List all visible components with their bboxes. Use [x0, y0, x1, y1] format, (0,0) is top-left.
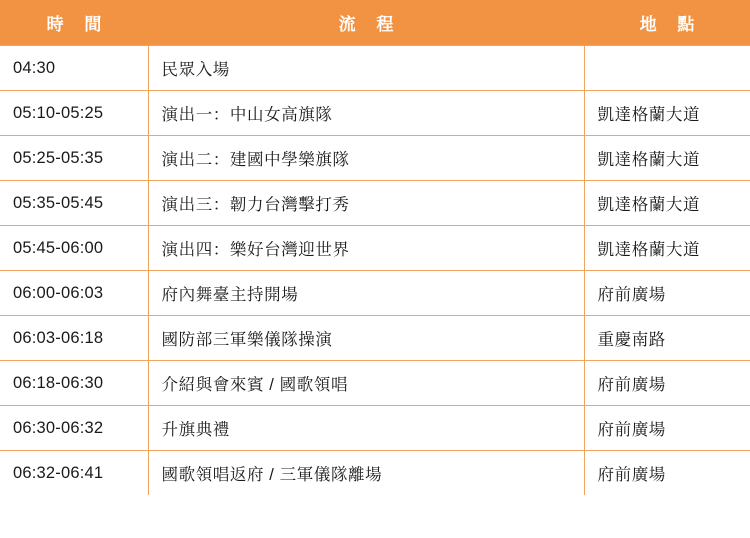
cell-event: 民眾入場: [148, 46, 584, 91]
cell-event: 演出三：韌力台灣擊打秀: [148, 181, 584, 226]
cell-event: 國防部三軍樂儀隊操演: [148, 316, 584, 361]
cell-event: 升旗典禮: [148, 406, 584, 451]
column-header-place: 地 點: [584, 0, 750, 46]
table-body: [0, 46, 750, 496]
cell-place: 府前廣場: [584, 271, 750, 316]
table-row: [0, 91, 750, 136]
cell-place: 重慶南路: [584, 316, 750, 361]
cell-event: 演出一：中山女高旗隊: [148, 91, 584, 136]
cell-time: 05:35-05:45: [0, 181, 148, 226]
cell-time: 06:00-06:03: [0, 271, 148, 316]
table-header: [0, 0, 750, 46]
table-row: [0, 226, 750, 271]
column-header-event: 流 程: [148, 0, 584, 46]
cell-time: 06:30-06:32: [0, 406, 148, 451]
table-row: [0, 46, 750, 91]
cell-event: 演出二：建國中學樂旗隊: [148, 136, 584, 181]
column-header-time: 時 間: [0, 0, 148, 46]
table-row: [0, 451, 750, 496]
table-row: [0, 181, 750, 226]
cell-place: 府前廣場: [584, 406, 750, 451]
table-row: [0, 136, 750, 181]
table-row: [0, 271, 750, 316]
cell-place: [584, 46, 750, 91]
cell-event: 國歌領唱返府 / 三軍儀隊離場: [148, 451, 584, 496]
cell-event: 府內舞臺主持開場: [148, 271, 584, 316]
cell-time: 04:30: [0, 46, 148, 91]
cell-place: 府前廣場: [584, 451, 750, 496]
table-row: [0, 361, 750, 406]
table-row: [0, 406, 750, 451]
cell-time: 05:10-05:25: [0, 91, 148, 136]
cell-place: 府前廣場: [584, 361, 750, 406]
table-row: [0, 316, 750, 361]
cell-event: 演出四：樂好台灣迎世界: [148, 226, 584, 271]
cell-place: 凱達格蘭大道: [584, 226, 750, 271]
cell-time: 06:18-06:30: [0, 361, 148, 406]
cell-place: 凱達格蘭大道: [584, 136, 750, 181]
cell-event: 介紹與會來賓 / 國歌領唱: [148, 361, 584, 406]
cell-time: 06:32-06:41: [0, 451, 148, 496]
cell-place: 凱達格蘭大道: [584, 91, 750, 136]
cell-time: 06:03-06:18: [0, 316, 148, 361]
cell-time: 05:45-06:00: [0, 226, 148, 271]
cell-time: 05:25-05:35: [0, 136, 148, 181]
table-header-row: [0, 0, 750, 46]
cell-place: 凱達格蘭大道: [584, 181, 750, 226]
